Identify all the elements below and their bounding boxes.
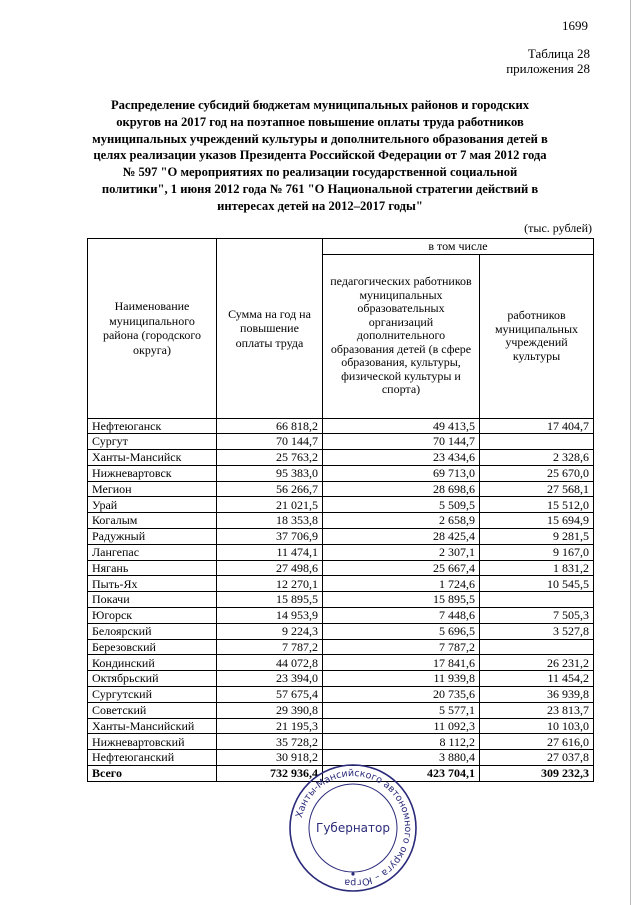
cell-sum: 35 728,2 xyxy=(217,734,323,750)
cell-sum: 57 675,4 xyxy=(217,687,323,703)
subsidy-table xyxy=(87,238,594,782)
table-reference xyxy=(506,46,590,76)
seal-center-text: Губернатор xyxy=(316,821,390,835)
table-row xyxy=(88,465,594,481)
cell-culture: 27 037,8 xyxy=(480,750,594,766)
cell-name: Кондинский xyxy=(88,655,217,671)
table-reference-line2: приложения 28 xyxy=(506,61,590,76)
cell-sum: 11 474,1 xyxy=(217,544,323,560)
cell-culture: 10 545,5 xyxy=(480,576,594,592)
cell-sum: 95 383,0 xyxy=(217,465,323,481)
cell-education: 15 895,5 xyxy=(323,592,480,608)
table-row xyxy=(88,513,594,529)
seal-dot xyxy=(351,872,354,875)
cell-culture: 7 505,3 xyxy=(480,608,594,624)
header-sum: Сумма на год на повышение оплаты труда xyxy=(217,239,323,419)
table-row xyxy=(88,418,594,434)
cell-education: 25 667,4 xyxy=(323,560,480,576)
cell-sum: 15 895,5 xyxy=(217,592,323,608)
cell-education: 70 144,7 xyxy=(323,434,480,450)
cell-name: Сургут xyxy=(88,434,217,450)
cell-culture xyxy=(480,592,594,608)
cell-culture: 15 512,0 xyxy=(480,497,594,513)
table-row xyxy=(88,592,594,608)
cell-name: Радужный xyxy=(88,529,217,545)
cell-culture: 2 328,6 xyxy=(480,450,594,466)
cell-name: Пыть-Ях xyxy=(88,576,217,592)
cell-name: Нижневартовский xyxy=(88,734,217,750)
cell-name: Югорск xyxy=(88,608,217,624)
cell-education: 28 698,6 xyxy=(323,481,480,497)
cell-education: 7 787,2 xyxy=(323,639,480,655)
header-culture: работников муниципальных учреждений культуры xyxy=(480,254,594,418)
table-row xyxy=(88,497,594,513)
cell-sum: 30 918,2 xyxy=(217,750,323,766)
cell-sum: 9 224,3 xyxy=(217,623,323,639)
cell-culture xyxy=(480,434,594,450)
cell-name: Урай xyxy=(88,497,217,513)
table-row xyxy=(88,560,594,576)
header-education: педагогических работников муниципальных образовательных организаций дополнительного образования детей (в сфере образования, культуры, физической культуры и спорта) xyxy=(323,254,480,418)
cell-education: 11 092,3 xyxy=(323,718,480,734)
cell-sum: 44 072,8 xyxy=(217,655,323,671)
page-edge-line xyxy=(630,0,631,905)
table-body xyxy=(88,418,594,781)
cell-name: Нижневартовск xyxy=(88,465,217,481)
cell-name: Октябрьский xyxy=(88,671,217,687)
table-row xyxy=(88,434,594,450)
table-row xyxy=(88,687,594,703)
cell-name: Нягань xyxy=(88,560,217,576)
header-including: в том числе xyxy=(323,239,594,255)
table-row xyxy=(88,576,594,592)
table-row xyxy=(88,655,594,671)
cell-sum: 12 270,1 xyxy=(217,576,323,592)
cell-culture xyxy=(480,639,594,655)
table-row xyxy=(88,608,594,624)
cell-education: 5 696,5 xyxy=(323,623,480,639)
document-title: Распределение субсидий бюджетам муниципальных районов и городских округов на 2017 год на поэтапное повышение оплаты труда работников муниципальных учреждений культуры и дополнительного образования детей в целях реализации указов Президента Российской Федерации от 7 мая 2012 года № 597 "О мероприятиях по реализации государственной социальной политики", 1 июня 2012 года № 761 "О Национальной стратегии действий в интересах детей на 2012–2017 годы" xyxy=(92,98,548,213)
cell-culture: 9 167,0 xyxy=(480,544,594,560)
cell-education: 5 577,1 xyxy=(323,702,480,718)
cell-education: 23 434,6 xyxy=(323,450,480,466)
cell-name: Когалым xyxy=(88,513,217,529)
cell-name: Лангепас xyxy=(88,544,217,560)
cell-culture: 23 813,7 xyxy=(480,702,594,718)
cell-education: 69 713,0 xyxy=(323,465,480,481)
cell-sum: 56 266,7 xyxy=(217,481,323,497)
cell-culture: 15 694,9 xyxy=(480,513,594,529)
table-row xyxy=(88,702,594,718)
cell-education: 1 724,6 xyxy=(323,576,480,592)
table-row xyxy=(88,450,594,466)
cell-sum: 23 394,0 xyxy=(217,671,323,687)
cell-name: Сургутский xyxy=(88,687,217,703)
cell-culture: 9 281,5 xyxy=(480,529,594,545)
table-row xyxy=(88,529,594,545)
cell-education: 49 413,5 xyxy=(323,418,480,434)
cell-sum: 70 144,7 xyxy=(217,434,323,450)
cell-sum: 27 498,6 xyxy=(217,560,323,576)
header-name: Наименование муниципального района (городского округа) xyxy=(88,239,217,419)
table-row xyxy=(88,639,594,655)
cell-education: 17 841,6 xyxy=(323,655,480,671)
cell-education: 3 880,4 xyxy=(323,750,480,766)
cell-name: Покачи xyxy=(88,592,217,608)
cell-sum: 18 353,8 xyxy=(217,513,323,529)
cell-name: Нефтеюганский xyxy=(88,750,217,766)
cell-name: Ханты-Мансийский xyxy=(88,718,217,734)
cell-education: 5 509,5 xyxy=(323,497,480,513)
cell-culture: 3 527,8 xyxy=(480,623,594,639)
cell-sum: 732 936,4 xyxy=(217,766,323,782)
cell-education: 28 425,4 xyxy=(323,529,480,545)
cell-education: 20 735,6 xyxy=(323,687,480,703)
cell-name: Всего xyxy=(88,766,217,782)
cell-name: Нефтеюганск xyxy=(88,418,217,434)
cell-culture: 27 616,0 xyxy=(480,734,594,750)
cell-sum: 25 763,2 xyxy=(217,450,323,466)
cell-sum: 29 390,8 xyxy=(217,702,323,718)
seal-ring-text: Ханты-Мансийского автономного округа – Югра xyxy=(294,767,414,889)
cell-name: Белоярский xyxy=(88,623,217,639)
cell-education: 8 112,2 xyxy=(323,734,480,750)
cell-sum: 21 021,5 xyxy=(217,497,323,513)
cell-name: Мегион xyxy=(88,481,217,497)
table-row xyxy=(88,544,594,560)
table-row xyxy=(88,734,594,750)
cell-culture: 309 232,3 xyxy=(480,766,594,782)
cell-sum: 66 818,2 xyxy=(217,418,323,434)
cell-culture: 10 103,0 xyxy=(480,718,594,734)
cell-education: 423 704,1 xyxy=(323,766,480,782)
cell-culture: 36 939,8 xyxy=(480,687,594,703)
cell-sum: 21 195,3 xyxy=(217,718,323,734)
table-row xyxy=(88,671,594,687)
cell-sum: 7 787,2 xyxy=(217,639,323,655)
cell-sum: 37 706,9 xyxy=(217,529,323,545)
cell-name: Советский xyxy=(88,702,217,718)
cell-culture: 27 568,1 xyxy=(480,481,594,497)
cell-name: Березовский xyxy=(88,639,217,655)
table-row xyxy=(88,623,594,639)
table-row xyxy=(88,481,594,497)
cell-education: 11 939,8 xyxy=(323,671,480,687)
table-row xyxy=(88,718,594,734)
cell-culture: 17 404,7 xyxy=(480,418,594,434)
cell-education: 2 307,1 xyxy=(323,544,480,560)
units-label: (тыс. рублей) xyxy=(524,221,592,235)
page-number: 1699 xyxy=(562,18,588,33)
governor-seal xyxy=(287,762,419,894)
cell-education: 7 448,6 xyxy=(323,608,480,624)
cell-sum: 14 953,9 xyxy=(217,608,323,624)
cell-culture: 1 831,2 xyxy=(480,560,594,576)
cell-education: 2 658,9 xyxy=(323,513,480,529)
cell-culture: 11 454,2 xyxy=(480,671,594,687)
table-reference-line1: Таблица 28 xyxy=(527,46,590,61)
cell-name: Ханты-Мансийск xyxy=(88,450,217,466)
cell-culture: 25 670,0 xyxy=(480,465,594,481)
cell-culture: 26 231,2 xyxy=(480,655,594,671)
